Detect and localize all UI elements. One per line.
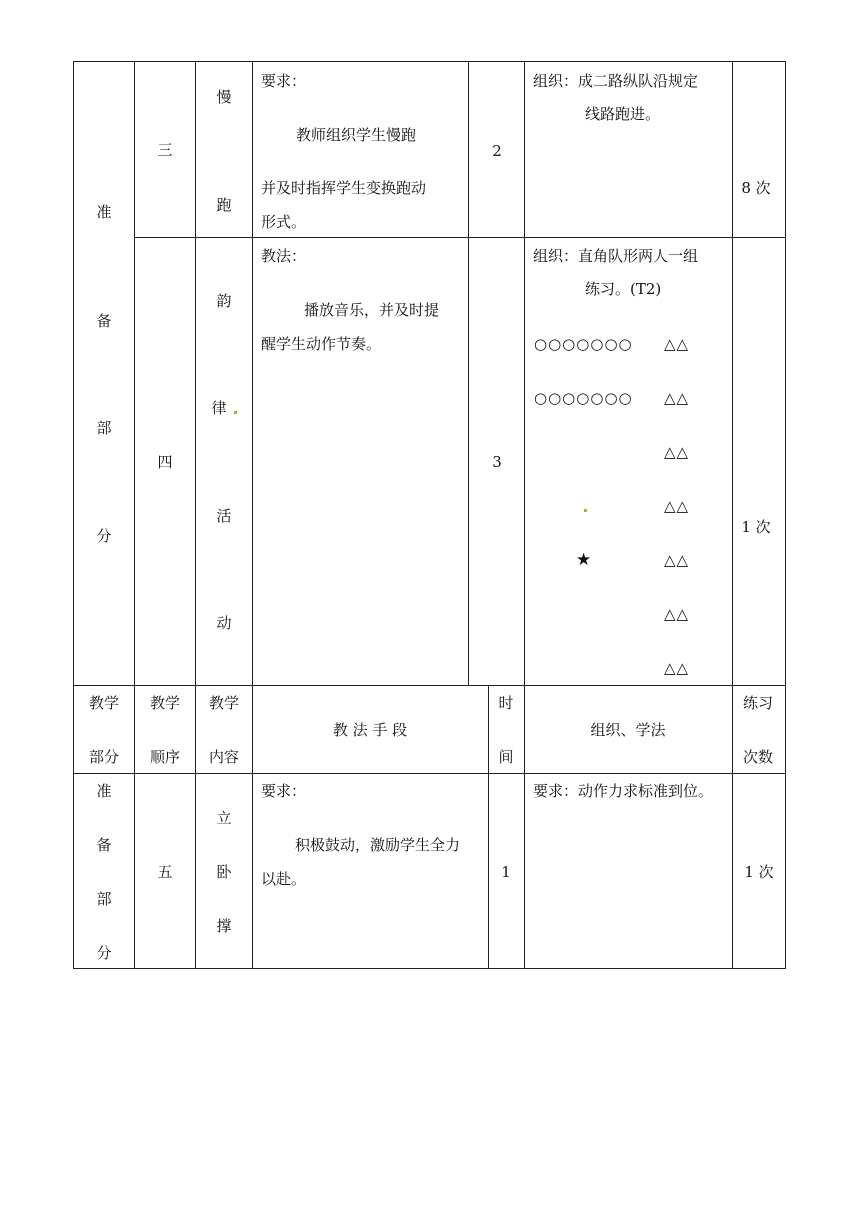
order-cell: 三	[157, 141, 173, 159]
content-char: 动	[216, 614, 232, 632]
header-count: 次数	[742, 748, 774, 766]
col-divider	[524, 61, 525, 969]
table-border-top	[73, 61, 786, 62]
triangle-pair: △△	[664, 659, 690, 677]
header-content: 教学	[208, 694, 240, 712]
col-divider	[732, 61, 733, 969]
method-line: 醒学生动作节奏。	[261, 335, 382, 353]
time-cell: 2	[492, 142, 502, 160]
header-part: 教学	[88, 694, 120, 712]
col-divider	[468, 61, 469, 686]
table-border-right	[785, 61, 786, 969]
header-organization: 组织、学法	[590, 721, 666, 739]
content-char: 活	[216, 507, 232, 525]
method-heading: 要求：	[261, 782, 307, 800]
organization-line: 线路跑进。	[585, 105, 661, 123]
header-method: 教 法 手 段	[332, 721, 408, 739]
section-label: 分	[96, 527, 112, 545]
triangle-pair: △△	[664, 605, 690, 623]
triangle-pair: △△	[664, 389, 690, 407]
table-border-left	[73, 61, 74, 969]
section-label: 部	[96, 890, 112, 908]
content-char: 律	[211, 399, 227, 417]
decorative-dot	[234, 411, 237, 414]
time-cell: 3	[492, 453, 502, 471]
content-char: 卧	[216, 863, 232, 881]
header-time: 时	[498, 694, 514, 712]
row-divider	[134, 237, 786, 238]
header-order: 教学	[149, 694, 181, 712]
section-label: 备	[96, 312, 112, 330]
method-line: 教师组织学生慢跑	[296, 126, 417, 144]
method-line: 以赴。	[261, 870, 307, 888]
table-border-bottom	[73, 968, 786, 969]
header-count: 练习	[742, 694, 774, 712]
triangle-pair: △△	[664, 443, 690, 461]
col-divider	[134, 61, 135, 969]
time-cell: 1	[501, 863, 511, 881]
organization-line: 组织：直角队形两人一组	[533, 247, 699, 265]
circle-row: ○○○○○○○	[534, 389, 633, 407]
section-label: 分	[96, 944, 112, 962]
order-cell: 五	[157, 863, 173, 881]
circle-row: ○○○○○○○	[534, 335, 633, 353]
organization-line: 组织：成二路纵队沿规定	[533, 72, 699, 90]
triangle-pair: △△	[664, 551, 690, 569]
header-part: 部分	[88, 748, 120, 766]
content-char: 韵	[216, 292, 232, 310]
content-char: 慢	[216, 88, 232, 106]
triangle-pair: △△	[664, 335, 690, 353]
row-divider	[73, 773, 786, 774]
section-label: 部	[96, 419, 112, 437]
organization-line: 练习。(T2)	[585, 280, 662, 298]
triangle-pair: △△	[664, 497, 690, 515]
count-cell: 1 次	[744, 863, 774, 881]
content-char: 撑	[216, 917, 232, 935]
decorative-dot	[584, 509, 587, 512]
header-content: 内容	[208, 748, 240, 766]
method-line: 积极鼓动，激励学生全力	[295, 836, 461, 854]
section-label: 备	[96, 836, 112, 854]
section-label: 准	[96, 782, 112, 800]
header-time: 间	[498, 748, 514, 766]
content-char: 跑	[216, 196, 232, 214]
header-order: 顺序	[149, 748, 181, 766]
method-heading: 教法：	[261, 247, 307, 265]
content-char: 立	[216, 809, 232, 827]
col-divider	[195, 61, 196, 969]
organization-line: 要求：动作力求标准到位。	[533, 782, 714, 800]
count-cell: 1 次	[741, 518, 771, 536]
row-divider	[73, 685, 786, 686]
method-heading: 要求：	[261, 72, 307, 90]
col-divider	[252, 61, 253, 969]
col-divider	[488, 685, 489, 969]
method-line: 播放音乐，并及时提	[304, 301, 440, 319]
teacher-star: ★	[576, 550, 593, 570]
section-label: 准	[96, 203, 112, 221]
method-line: 并及时指挥学生变换跑动	[261, 179, 427, 197]
order-cell: 四	[157, 453, 173, 471]
count-cell: 8 次	[741, 179, 771, 197]
method-line: 形式。	[261, 213, 307, 231]
